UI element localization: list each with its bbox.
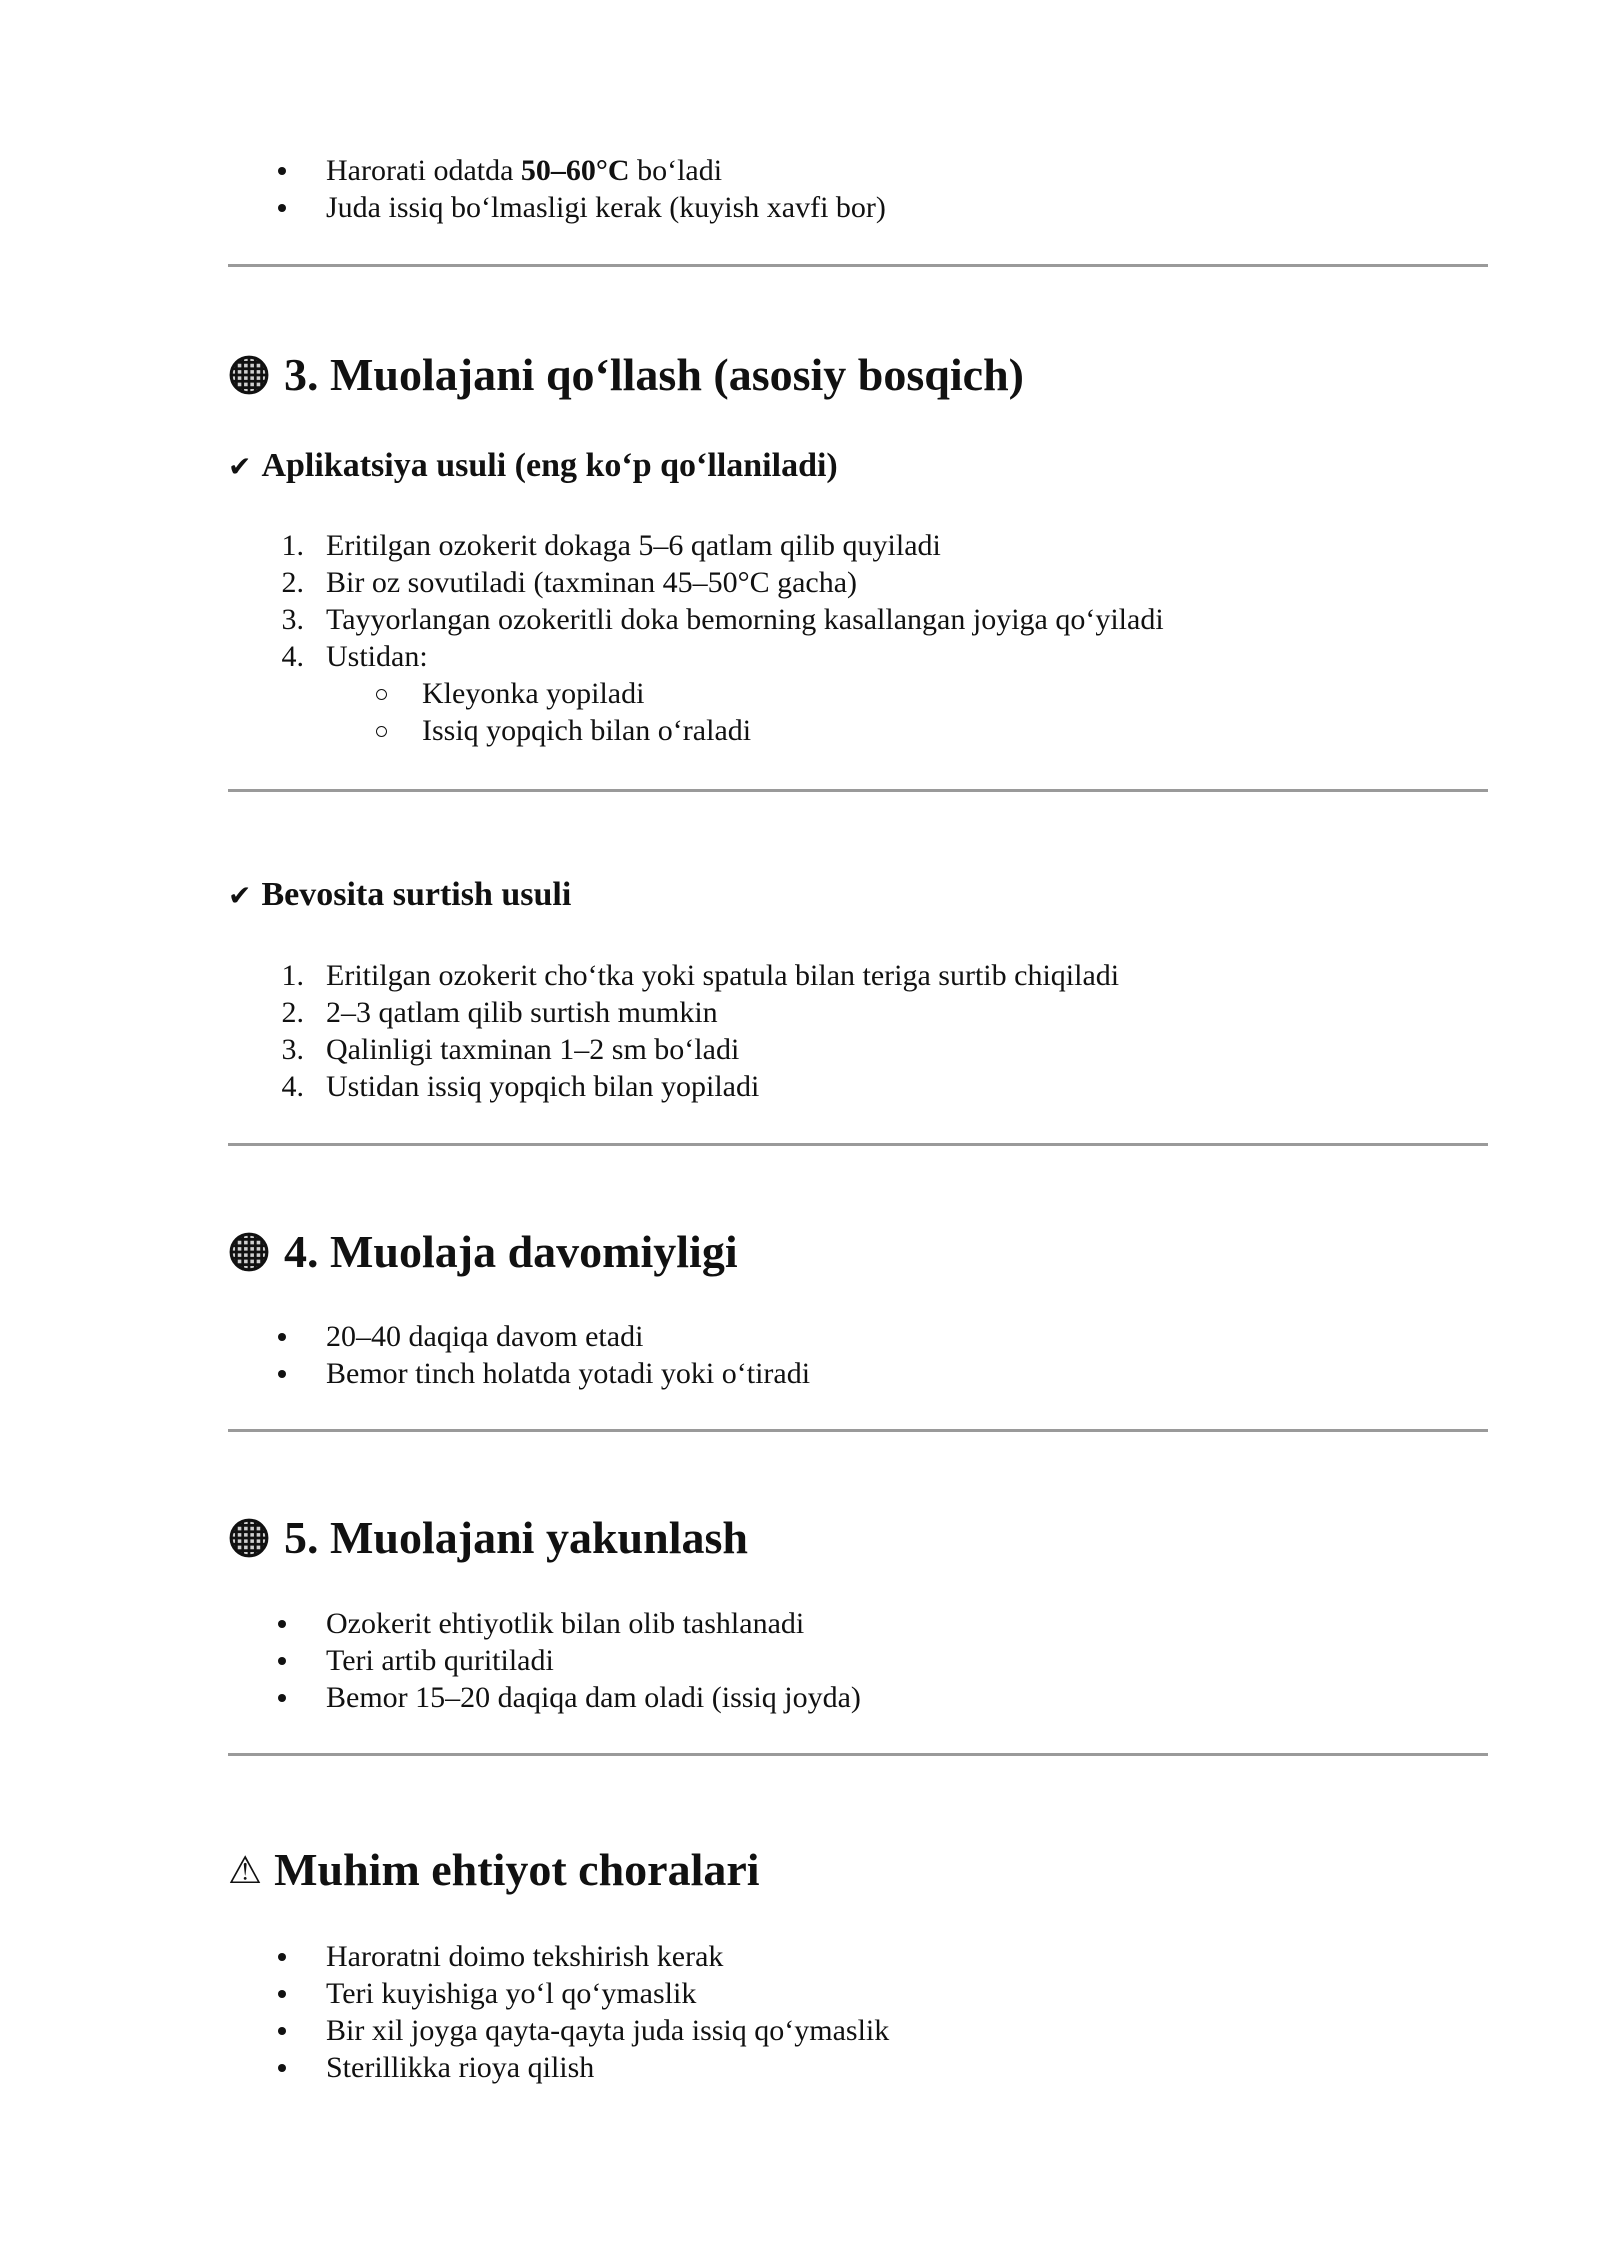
list-item-text: Harorati odatda: [326, 154, 521, 187]
list-item-text: bo‘ladi: [629, 154, 723, 187]
section-3-title: 3. Muolajani qo‘llash (asosiy bosqich): [284, 349, 1024, 400]
method-2-title: Bevosita surtish usuli: [261, 876, 572, 913]
document-page: Harorati odatda 50–60°C bo‘ladi Juda issiq bo‘lmasligi kerak (kuyish xavfi bor) 3. Muolajani qo‘llash (asosiy bosqich) ✔ Aplikatsiya usuli (eng ko‘p qo‘llaniladi) 1. Eritilgan ozokerit dokaga 5–6 qatlam qilib quyiladi 2. Bir oz sovutiladi (taxminan 45–50°C gacha) 3. Tayyorlangan ozokeritli doka bemorning kasallangan joyiga qo‘yiladi 4. Ustidan: Kleyonka yopiladi Issiq yopqich bilan o‘raladi ✔ Bevosita surtish usuli 1. Eritilgan ozokerit cho‘tka yoki spatula bilan teriga surtib chiqiladi 2. 2–3 qatlam qilib surtish mumkin 3. Qalinligi taxminan 1–2 sm bo‘ladi 4. Ustidan issiq yopqich bilan yopiladi 4. Muolaja davomiyligi 20–40 daqiqa davom etadi Bemor tinch holatda yotadi yoki o‘tiradi 5. Muolajani yakunlash Ozokerit ehtiyotlik bilan olib tashlanadi Teri artib quritiladi Bemor 15–20 daqiqa dam oladi (issiq joyda) ⚠ Muhim ehtiyot choralari Haroratni doimo tekshirish kerak Teri kuyishiga yo‘l qo‘ymaslik Bir xil joyga qayta-qayta juda issiq qo‘ymaslik Sterillikka rioya qilish: [0, 0, 1600, 2262]
divider: [228, 264, 1488, 267]
section-5-heading: [228, 1508, 748, 1568]
check-mark-icon: ✔: [228, 879, 252, 912]
section-3-heading: [228, 345, 1024, 405]
check-mark-icon: ✔: [228, 450, 252, 483]
warnings-title: Muhim ehtiyot choralari: [274, 1844, 760, 1895]
divider: [228, 1143, 1488, 1146]
section-4-title: 4. Muolaja davomiyligi: [284, 1226, 738, 1277]
globe-grid-icon: [228, 1231, 270, 1273]
warnings-heading: [228, 1840, 760, 1900]
globe-grid-icon: [228, 354, 270, 396]
divider: [228, 1753, 1488, 1756]
section-4-heading: [228, 1222, 738, 1282]
method-2-heading: [228, 873, 571, 918]
method-1-title: Aplikatsiya usuli (eng ko‘p qo‘llaniladi): [261, 447, 838, 484]
method-1-heading: [228, 444, 838, 489]
temperature-value: 50–60°C: [520, 154, 630, 187]
divider: [228, 1429, 1488, 1432]
warning-triangle-icon: ⚠: [228, 1848, 263, 1892]
divider: [228, 789, 1488, 792]
section-5-title: 5. Muolajani yakunlash: [284, 1512, 748, 1563]
globe-grid-icon: [228, 1517, 270, 1559]
